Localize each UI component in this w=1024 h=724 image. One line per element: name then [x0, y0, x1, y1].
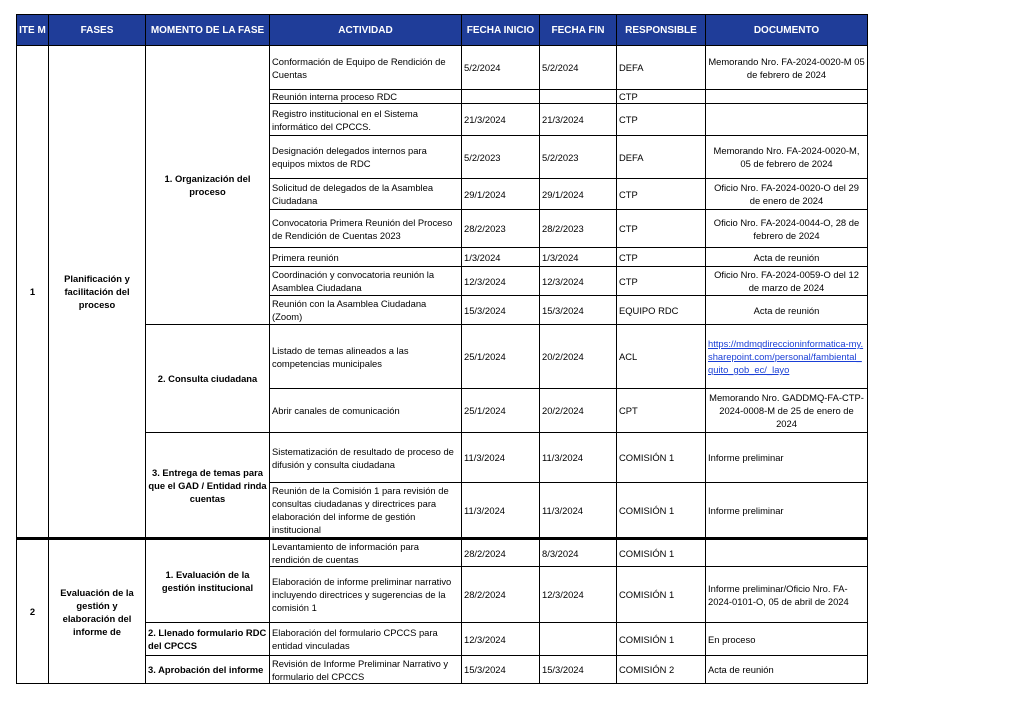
momento-cell[interactable]: 1. Organización del proceso [146, 46, 270, 325]
actividad-cell[interactable]: Registro institucional en el Sistema informático del CPCCS. [270, 104, 462, 136]
fecha-inicio-cell[interactable]: 28/2/2024 [462, 567, 540, 623]
documento-cell[interactable] [706, 90, 868, 104]
fecha-fin-cell[interactable]: 21/3/2024 [540, 104, 617, 136]
header-actividad[interactable]: ACTIVIDAD [270, 15, 462, 46]
fecha-inicio-cell[interactable]: 28/2/2024 [462, 539, 540, 567]
item-number-cell[interactable]: 1 [17, 46, 49, 539]
momento-cell[interactable]: 1. Evaluación de la gestión institucional [146, 539, 270, 623]
fecha-fin-cell[interactable]: 20/2/2024 [540, 325, 617, 389]
responsable-cell[interactable]: COMISIÓN 1 [617, 539, 706, 567]
fecha-fin-cell[interactable]: 5/2/2023 [540, 136, 617, 179]
responsable-cell[interactable]: DEFA [617, 136, 706, 179]
fecha-fin-cell[interactable]: 15/3/2024 [540, 296, 617, 325]
actividad-cell[interactable]: Reunión de la Comisión 1 para revisión de consultas ciudadanas y directrices para elaboración del informe de gestión institucional [270, 483, 462, 539]
fecha-fin-cell[interactable]: 8/3/2024 [540, 539, 617, 567]
responsable-cell[interactable]: CTP [617, 248, 706, 267]
fecha-fin-cell[interactable]: 15/3/2024 [540, 656, 617, 684]
momento-cell[interactable]: 2. Llenado formulario RDC del CPCCS [146, 623, 270, 656]
documento-cell[interactable]: Memorando Nro. GADDMQ-FA-CTP-2024-0008-M de 25 de enero de 2024 [706, 389, 868, 433]
fecha-inicio-cell[interactable]: 11/3/2024 [462, 483, 540, 539]
table-row [17, 539, 868, 567]
responsable-cell[interactable]: COMISIÓN 1 [617, 567, 706, 623]
documento-cell[interactable] [706, 539, 868, 567]
fecha-inicio-cell[interactable]: 25/1/2024 [462, 389, 540, 433]
fecha-inicio-cell[interactable]: 1/3/2024 [462, 248, 540, 267]
fecha-fin-cell[interactable]: 20/2/2024 [540, 389, 617, 433]
fecha-fin-cell[interactable]: 12/3/2024 [540, 567, 617, 623]
fecha-inicio-cell[interactable]: 5/2/2024 [462, 46, 540, 90]
fecha-fin-cell[interactable] [540, 90, 617, 104]
documento-cell[interactable]: Acta de reunión [706, 248, 868, 267]
documento-cell[interactable]: En proceso [706, 623, 868, 656]
header-fases[interactable]: FASES [49, 15, 146, 46]
documento-cell[interactable]: Informe preliminar [706, 483, 868, 539]
fecha-inicio-cell[interactable]: 21/3/2024 [462, 104, 540, 136]
fecha-inicio-cell[interactable]: 28/2/2023 [462, 210, 540, 248]
actividad-cell[interactable]: Elaboración del formulario CPCCS para entidad vinculadas [270, 623, 462, 656]
documento-cell[interactable]: Oficio Nro. FA-2024-0059-O del 12 de marzo de 2024 [706, 267, 868, 296]
actividad-cell[interactable]: Abrir canales de comunicación [270, 389, 462, 433]
fecha-inicio-cell[interactable]: 29/1/2024 [462, 179, 540, 210]
actividad-cell[interactable]: Primera reunión [270, 248, 462, 267]
responsable-cell[interactable]: CTP [617, 210, 706, 248]
responsable-cell[interactable]: COMISIÓN 1 [617, 433, 706, 483]
header-item[interactable]: ITE M [17, 15, 49, 46]
fecha-fin-cell[interactable]: 28/2/2023 [540, 210, 617, 248]
responsable-cell[interactable]: CPT [617, 389, 706, 433]
planning-sheet [16, 14, 868, 684]
fase-cell[interactable]: Planificación y facilitación del proceso [49, 46, 146, 539]
table-row [17, 46, 868, 90]
sharepoint-link[interactable]: https://mdmqdireccioninformatica-my.sharepoint.com/personal/fambiental_quito_gob_ec/_layo [708, 338, 864, 375]
fecha-inicio-cell[interactable]: 25/1/2024 [462, 325, 540, 389]
documento-cell[interactable]: Memorando Nro. FA-2024-0020-M 05 de febrero de 2024 [706, 46, 868, 90]
fecha-inicio-cell[interactable]: 15/3/2024 [462, 296, 540, 325]
actividad-cell[interactable]: Designación delegados internos para equipos mixtos de RDC [270, 136, 462, 179]
responsable-cell[interactable]: COMISIÓN 1 [617, 483, 706, 539]
documento-cell[interactable]: Acta de reunión [706, 296, 868, 325]
fecha-inicio-cell[interactable]: 11/3/2024 [462, 433, 540, 483]
fecha-inicio-cell[interactable]: 12/3/2024 [462, 267, 540, 296]
documento-cell[interactable]: Oficio Nro. FA-2024-0020-O del 29 de enero de 2024 [706, 179, 868, 210]
documento-cell[interactable]: Oficio Nro. FA-2024-0044-O, 28 de febrero de 2024 [706, 210, 868, 248]
documento-cell[interactable]: Memorando Nro. FA-2024-0020-M, 05 de febrero de 2024 [706, 136, 868, 179]
momento-cell[interactable]: 3. Entrega de temas para que el GAD / Entidad rinda cuentas [146, 433, 270, 539]
header-row [17, 15, 868, 46]
header-momento[interactable]: MOMENTO DE LA FASE [146, 15, 270, 46]
actividad-cell[interactable]: Solicitud de delegados de la Asamblea Ciudadana [270, 179, 462, 210]
documento-cell[interactable]: Informe preliminar [706, 433, 868, 483]
actividad-cell[interactable]: Sistematización de resultado de proceso de difusión y consulta ciudadana [270, 433, 462, 483]
responsable-cell[interactable]: CTP [617, 267, 706, 296]
actividad-cell[interactable]: Reunión con la Asamblea Ciudadana (Zoom) [270, 296, 462, 325]
fecha-inicio-cell[interactable]: 12/3/2024 [462, 623, 540, 656]
responsable-cell[interactable]: COMISIÓN 2 [617, 656, 706, 684]
actividad-cell[interactable]: Elaboración de informe preliminar narrativo incluyendo directrices y sugerencias de la comisión 1 [270, 567, 462, 623]
actividad-cell[interactable]: Listado de temas alineados a las competencias municipales [270, 325, 462, 389]
responsable-cell[interactable]: CTP [617, 90, 706, 104]
responsable-cell[interactable]: DEFA [617, 46, 706, 90]
responsable-cell[interactable]: COMISIÓN 1 [617, 623, 706, 656]
fecha-fin-cell[interactable]: 12/3/2024 [540, 267, 617, 296]
fecha-fin-cell[interactable]: 11/3/2024 [540, 483, 617, 539]
responsable-cell[interactable]: CTP [617, 179, 706, 210]
responsable-cell[interactable]: ACL [617, 325, 706, 389]
header-documento[interactable]: DOCUMENTO [706, 15, 868, 46]
responsable-cell[interactable]: CTP [617, 104, 706, 136]
actividad-cell[interactable]: Levantamiento de información para rendición de cuentas [270, 539, 462, 567]
actividad-cell[interactable]: Revisión de Informe Preliminar Narrativo y formulario del CPCCS [270, 656, 462, 684]
momento-cell[interactable]: 2. Consulta ciudadana [146, 325, 270, 433]
actividad-cell[interactable]: Coordinación y convocatoria reunión la Asamblea Ciudadana [270, 267, 462, 296]
rdc-schedule-table [16, 14, 868, 684]
fecha-fin-cell[interactable]: 11/3/2024 [540, 433, 617, 483]
header-responsable[interactable]: RESPONSIBLE [617, 15, 706, 46]
documento-cell[interactable]: Acta de reunión [706, 656, 868, 684]
fecha-inicio-cell[interactable] [462, 90, 540, 104]
documento-cell[interactable] [706, 104, 868, 136]
actividad-cell[interactable]: Conformación de Equipo de Rendición de Cuentas [270, 46, 462, 90]
documento-link-cell[interactable] [706, 325, 868, 389]
documento-cell[interactable]: Informe preliminar/Oficio Nro. FA-2024-0101-O, 05 de abril de 2024 [706, 567, 868, 623]
header-fecha-inicio[interactable]: FECHA INICIO [462, 15, 540, 46]
fecha-fin-cell[interactable]: 1/3/2024 [540, 248, 617, 267]
header-fecha-fin[interactable]: FECHA FIN [540, 15, 617, 46]
fecha-fin-cell[interactable]: 5/2/2024 [540, 46, 617, 90]
actividad-cell[interactable]: Reunión interna proceso RDC [270, 90, 462, 104]
fecha-inicio-cell[interactable]: 5/2/2023 [462, 136, 540, 179]
fase-cell[interactable]: Evaluación de la gestión y elaboración del informe de [49, 539, 146, 684]
fecha-fin-cell[interactable]: 29/1/2024 [540, 179, 617, 210]
fecha-fin-cell[interactable] [540, 623, 617, 656]
actividad-cell[interactable]: Convocatoria Primera Reunión del Proceso de Rendición de Cuentas 2023 [270, 210, 462, 248]
responsable-cell[interactable]: EQUIPO RDC [617, 296, 706, 325]
fecha-inicio-cell[interactable]: 15/3/2024 [462, 656, 540, 684]
item-number-cell[interactable]: 2 [17, 539, 49, 684]
momento-cell[interactable]: 3. Aprobación del informe [146, 656, 270, 684]
